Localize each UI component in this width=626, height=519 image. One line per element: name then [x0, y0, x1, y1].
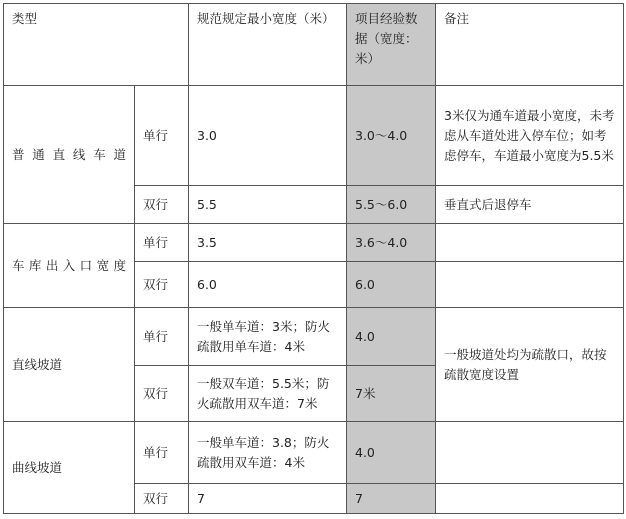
experience-value-cell: 3.6～4.0 — [347, 224, 436, 262]
experience-value-cell: 3.0～4.0 — [347, 86, 436, 186]
remark-cell — [436, 224, 624, 262]
sub-type-cell: 双行 — [135, 186, 189, 224]
spec-value-cell: 一般单车道：3.8；防火疏散用双车道：4米 — [189, 422, 347, 484]
sub-type-cell: 双行 — [135, 484, 189, 514]
remark-cell: 垂直式后退停车 — [436, 186, 624, 224]
header-project-experience: 项目经验数据（宽度：米） — [347, 4, 436, 86]
spec-value-cell: 一般单车道：3米；防火疏散用单车道：4米 — [189, 308, 347, 366]
category-straight-lane: 普通直线车道 — [4, 86, 135, 224]
remark-cell: 一般坡道处均为疏散口，故按疏散宽度设置 — [436, 308, 624, 422]
category-garage-entrance: 车库出入口宽度 — [4, 224, 135, 308]
header-spec-min-width: 规范规定最小宽度（米） — [189, 4, 347, 86]
category-straight-ramp: 直线坡道 — [4, 308, 135, 422]
sub-type-cell: 单行 — [135, 86, 189, 186]
sub-type-cell: 单行 — [135, 422, 189, 484]
remark-cell — [436, 422, 624, 484]
sub-type-cell: 单行 — [135, 224, 189, 262]
experience-value-cell: 6.0 — [347, 262, 436, 308]
spec-value-cell: 7 — [189, 484, 347, 514]
experience-value-cell: 7 — [347, 484, 436, 514]
sub-type-cell: 双行 — [135, 366, 189, 422]
header-type: 类型 — [4, 4, 189, 86]
spec-value-cell: 3.0 — [189, 86, 347, 186]
remark-cell — [436, 262, 624, 308]
spec-value-cell: 5.5 — [189, 186, 347, 224]
spec-value-cell: 3.5 — [189, 224, 347, 262]
header-remarks: 备注 — [436, 4, 624, 86]
sub-type-cell: 单行 — [135, 308, 189, 366]
spec-value-cell: 一般双车道：5.5米；防火疏散用双车道：7米 — [189, 366, 347, 422]
remark-cell — [436, 484, 624, 514]
experience-value-cell: 7米 — [347, 366, 436, 422]
category-curved-ramp: 曲线坡道 — [4, 422, 135, 514]
experience-value-cell: 4.0 — [347, 308, 436, 366]
sub-type-cell: 双行 — [135, 262, 189, 308]
experience-value-cell: 5.5～6.0 — [347, 186, 436, 224]
spec-value-cell: 6.0 — [189, 262, 347, 308]
parking-lane-width-table — [3, 3, 624, 514]
experience-value-cell: 4.0 — [347, 422, 436, 484]
remark-cell: 3米仅为通车道最小宽度，未考虑从车道处进入停车位；如考虑停车，车道最小宽度为5.5米 — [436, 86, 624, 186]
